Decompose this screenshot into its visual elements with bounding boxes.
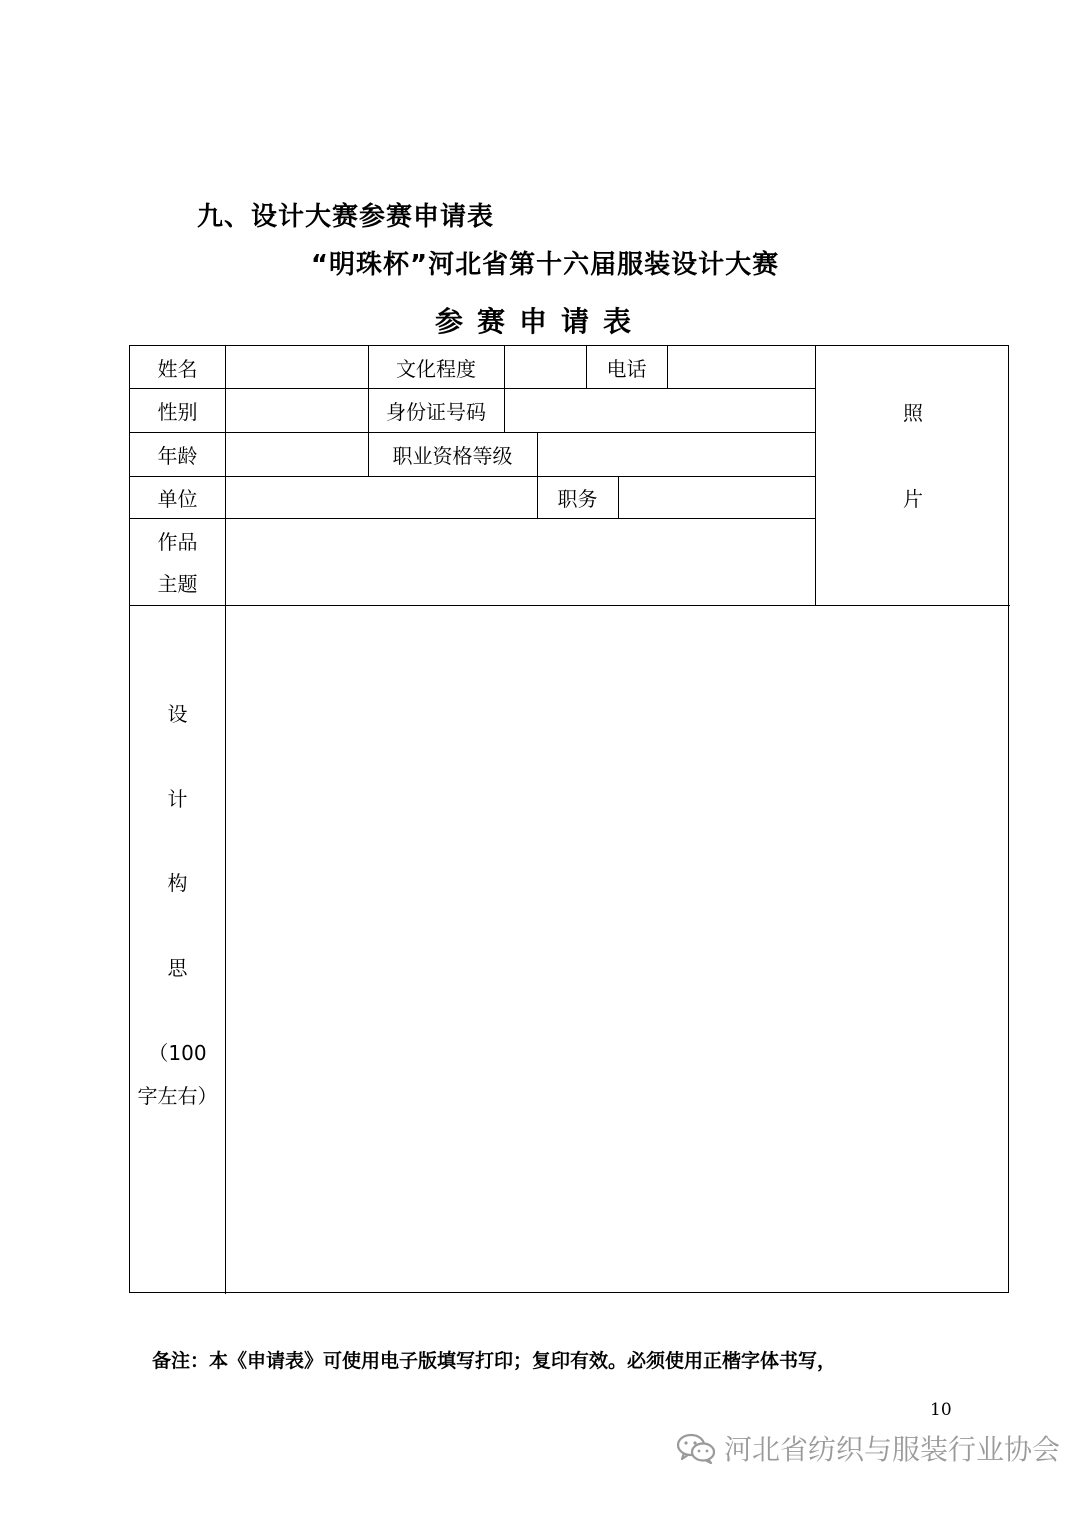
position-label: 职务 [557, 486, 598, 511]
photo-area[interactable] [816, 346, 1010, 605]
theme-label-line: 作品 [157, 530, 198, 554]
theme-label [130, 521, 225, 605]
qualification-field[interactable] [538, 432, 815, 476]
age-label: 年龄 [157, 443, 198, 468]
age-field[interactable] [226, 432, 368, 476]
phone-field[interactable] [668, 346, 815, 388]
concept-note-line: （100 [148, 1040, 207, 1065]
gender-field[interactable] [226, 388, 368, 432]
name-field[interactable] [226, 346, 368, 388]
concept-label-char: 计 [167, 786, 188, 811]
photo-label-1: 照 [903, 400, 923, 425]
concept-label-char: 设 [167, 701, 188, 726]
unit-field[interactable] [226, 476, 537, 518]
application-form [129, 345, 1009, 1293]
wechat-icon [676, 1432, 716, 1464]
remark-note: 备注：本《申请表》可使用电子版填写打印；复印有效。必须使用正楷字体书写， [152, 1350, 837, 1372]
qualification-label: 职业资格等级 [392, 443, 513, 468]
form-title: “明珠杯”河北省第十六届服装设计大赛 [310, 250, 780, 280]
gender-label: 性别 [157, 399, 198, 424]
page-number: 10 [930, 1400, 952, 1420]
section-heading: 九、设计大赛参赛申请表 [197, 202, 495, 232]
theme-field[interactable] [226, 518, 815, 605]
unit-label: 单位 [157, 486, 198, 511]
form-subtitle: 参赛申请表 [434, 305, 645, 338]
watermark [676, 1428, 1060, 1468]
concept-field[interactable] [226, 606, 1009, 1292]
education-label: 文化程度 [396, 356, 476, 381]
phone-label: 电话 [606, 356, 647, 381]
concept-label-char: 思 [167, 955, 188, 980]
id-number-label: 身份证号码 [386, 399, 486, 424]
photo-label-2: 片 [903, 486, 923, 511]
concept-note-line: 字左右） [137, 1083, 218, 1108]
education-field[interactable] [505, 346, 586, 388]
name-label: 姓名 [157, 356, 198, 381]
position-field[interactable] [619, 476, 815, 518]
concept-label-char: 构 [167, 870, 188, 895]
watermark-text: 河北省纺织与服装行业协会 [724, 1433, 1061, 1466]
theme-label-line: 主题 [157, 572, 198, 596]
id-number-field[interactable] [505, 388, 815, 432]
